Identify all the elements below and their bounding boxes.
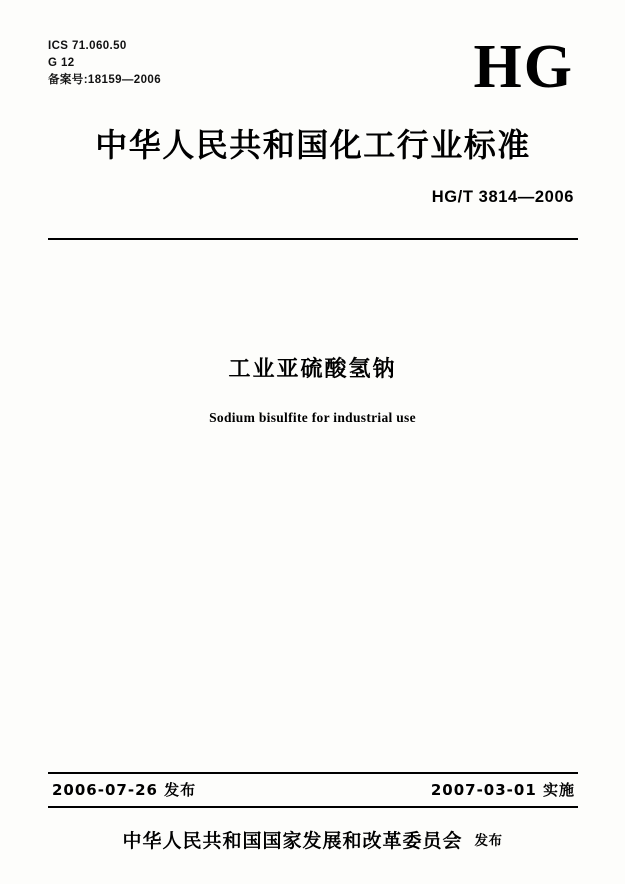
ics-classification-block — [48, 38, 161, 89]
hg-logo: HG — [473, 33, 574, 101]
publisher-suffix: 发布 — [474, 833, 503, 849]
standard-series-title: 中华人民共和国化工行业标准 — [95, 126, 531, 164]
document-title-english: Sodium bisulfite for industrial use — [209, 410, 416, 425]
record-number-line: 备案号:18159—2006 — [48, 74, 161, 86]
publisher-line — [0, 826, 625, 853]
header-divider-rule — [48, 238, 578, 240]
ccs-code-line: G 12 — [48, 57, 75, 69]
document-title-chinese: 工业亚硫酸氢钠 — [228, 357, 397, 382]
footer-divider-rule-bottom — [48, 806, 578, 808]
footer-divider-rule-top — [48, 772, 578, 774]
publisher-name: 中华人民共和国国家发展和改革委员会 — [122, 830, 463, 852]
ics-code-line: ICS 71.060.50 — [48, 40, 127, 52]
implementation-date: 2007-03-01 实施 — [430, 781, 575, 799]
standard-number: HG/T 3814—2006 — [431, 188, 574, 206]
issue-date: 2006-07-26 发布 — [52, 781, 197, 799]
